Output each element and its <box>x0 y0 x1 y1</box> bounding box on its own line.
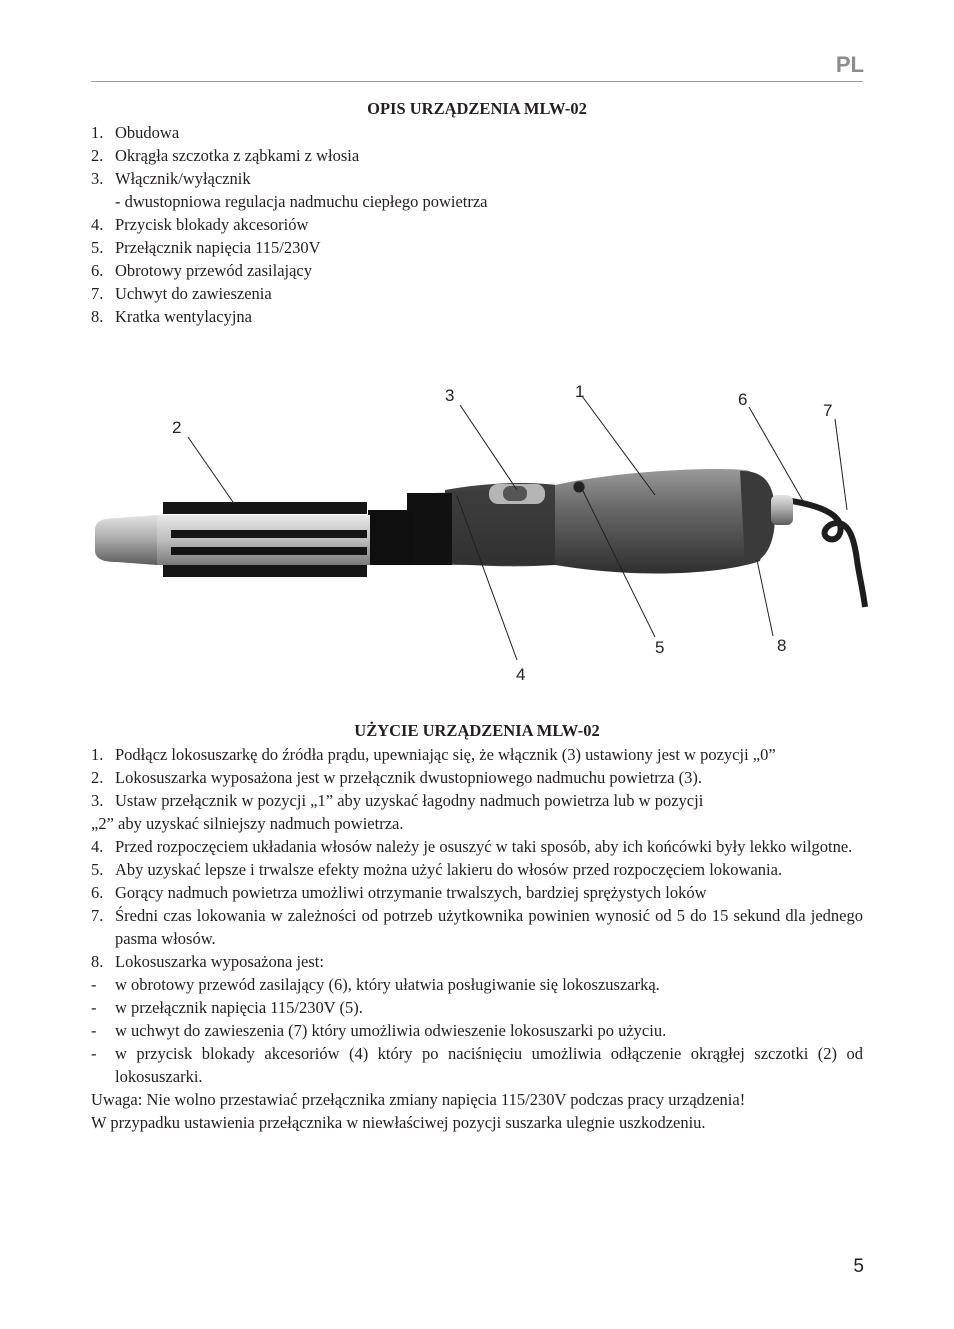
list-item <box>91 743 863 766</box>
item-text: Okrągła szczotka z ząbkami z włosia <box>115 146 360 165</box>
section-title-usage: UŻYCIE URZĄDZENIA MLW-02 <box>354 721 600 740</box>
bullet-text: w obrotowy przewód zasilający (6), który ułatwia posługiwanie się lokoszuszarką. <box>115 975 660 994</box>
leader-line-7 <box>835 419 847 510</box>
callout-label-5: 5 <box>655 638 665 657</box>
bullet-text: w uchwyt do zawieszenia (7) który umożliwia odwieszenie lokosuszarki po użyciu. <box>115 1021 667 1040</box>
callout-label-3: 3 <box>445 386 455 405</box>
item-number: 7. <box>91 284 104 303</box>
item-text: Przycisk blokady akcesoriów <box>115 215 309 234</box>
hair-styler-diagram <box>85 375 870 695</box>
list-item <box>91 766 863 789</box>
item-text: Włącznik/wyłącznik <box>115 169 251 188</box>
callout-label-2: 2 <box>172 418 182 437</box>
item-text: „2” aby uzyskać silniejszy nadmuch powietrza. <box>91 814 404 833</box>
item-number: 8. <box>91 307 104 326</box>
item-number: 5. <box>91 860 104 879</box>
leader-line-3 <box>460 405 517 490</box>
list-item <box>91 950 863 973</box>
header-rule <box>91 81 863 82</box>
callout-label-7: 7 <box>823 401 833 420</box>
callout-label-8: 8 <box>777 636 787 655</box>
bullet-text: w przełącznik napięcia 115/230V (5). <box>115 998 363 1017</box>
list-item <box>91 858 863 881</box>
bullet-item <box>91 973 863 996</box>
item-number: 5. <box>91 238 104 257</box>
bullet-dash: - <box>91 1044 97 1063</box>
section-title-description: OPIS URZĄDZENIA MLW-02 <box>367 99 587 118</box>
bullet-dash: - <box>91 1021 97 1040</box>
warning-note: W przypadku ustawienia przełącznika w niewłaściwej pozycji suszarka ulegnie uszkodzeniu. <box>91 1113 706 1132</box>
item-text: Ustaw przełącznik w pozycji „1” aby uzyskać łagodny nadmuch powietrza lub w pozycji <box>115 791 704 810</box>
list-item <box>91 789 863 812</box>
list-item <box>91 881 863 904</box>
bullet-dash: - <box>91 998 97 1017</box>
item-number: 6. <box>91 261 104 280</box>
list-item <box>91 236 863 259</box>
leader-line-8 <box>757 560 773 636</box>
item-text: - dwustopniowa regulacja nadmuchu ciepłego powietrza <box>115 192 488 211</box>
list-subitem <box>91 190 863 213</box>
list-item <box>91 121 863 144</box>
list-item <box>91 144 863 167</box>
language-code: PL <box>835 52 864 77</box>
leader-line-2 <box>188 437 235 505</box>
list-item <box>91 167 863 190</box>
list-item <box>91 259 863 282</box>
item-text: Średni czas lokowania w zależności od potrzeb użytkownika powinien wynosić od 5 do 15 sekund dla jednego pasma włosów. <box>115 906 863 948</box>
item-number: 1. <box>91 745 104 764</box>
callout-label-6: 6 <box>738 390 748 409</box>
item-text: Podłącz lokosuszarkę do źródła prądu, upewniając się, że włącznik (3) ustawiony jest w pozycji „0” <box>115 745 776 764</box>
item-number: 7. <box>91 906 104 925</box>
item-text: Kratka wentylacyjna <box>115 307 252 326</box>
item-text: Lokosuszarka wyposażona jest w przełącznik dwustopniowego nadmuchu powietrza (3). <box>115 768 702 787</box>
list-item <box>91 282 863 305</box>
item-number: 2. <box>91 146 104 165</box>
item-text: Gorący nadmuch powietrza umożliwi otrzymanie trwalszych, bardziej sprężystych loków <box>115 883 707 902</box>
bullet-dash: - <box>91 975 97 994</box>
item-text: Obudowa <box>115 123 180 142</box>
list-item-continuation <box>91 812 863 835</box>
item-number: 4. <box>91 215 104 234</box>
item-number: 2. <box>91 768 104 787</box>
callout-label-4: 4 <box>516 665 526 684</box>
item-text: Przełącznik napięcia 115/230V <box>115 238 321 257</box>
item-number: 1. <box>91 123 104 142</box>
list-item <box>91 835 863 858</box>
list-item <box>91 305 863 328</box>
parts-list <box>91 121 863 328</box>
bullet-item <box>91 1019 863 1042</box>
item-text: Obrotowy przewód zasilający <box>115 261 313 280</box>
item-number: 3. <box>91 169 104 188</box>
item-text: Lokosuszarka wyposażona jest: <box>115 952 324 971</box>
list-item <box>91 213 863 236</box>
usage-list <box>91 743 863 1134</box>
list-item <box>91 904 863 950</box>
item-number: 4. <box>91 837 104 856</box>
item-text: Uchwyt do zawieszenia <box>115 284 272 303</box>
bullet-item <box>91 1042 863 1088</box>
bullet-item <box>91 996 863 1019</box>
callout-label-1: 1 <box>575 382 585 401</box>
item-number: 8. <box>91 952 104 971</box>
item-text: Aby uzyskać lepsze i trwalsze efekty można użyć lakieru do włosów przed rozpoczęciem lokowania. <box>115 860 783 879</box>
styler-illustration <box>95 469 865 607</box>
item-number: 6. <box>91 883 104 902</box>
item-number: 3. <box>91 791 104 810</box>
page-number: 5 <box>853 1256 864 1277</box>
item-text: Przed rozpoczęciem układania włosów należy je osuszyć w taki sposób, aby ich końcówki były lekko wilgotne. <box>115 837 853 856</box>
bullet-text: w przycisk blokady akcesoriów (4) który po naciśnięciu umożliwia odłączenie okrągłej szczotki (2) od lokosuszarki. <box>115 1044 863 1086</box>
warning-note: Uwaga: Nie wolno przestawiać przełącznika zmiany napięcia 115/230V podczas pracy urządzenia! <box>91 1090 746 1109</box>
